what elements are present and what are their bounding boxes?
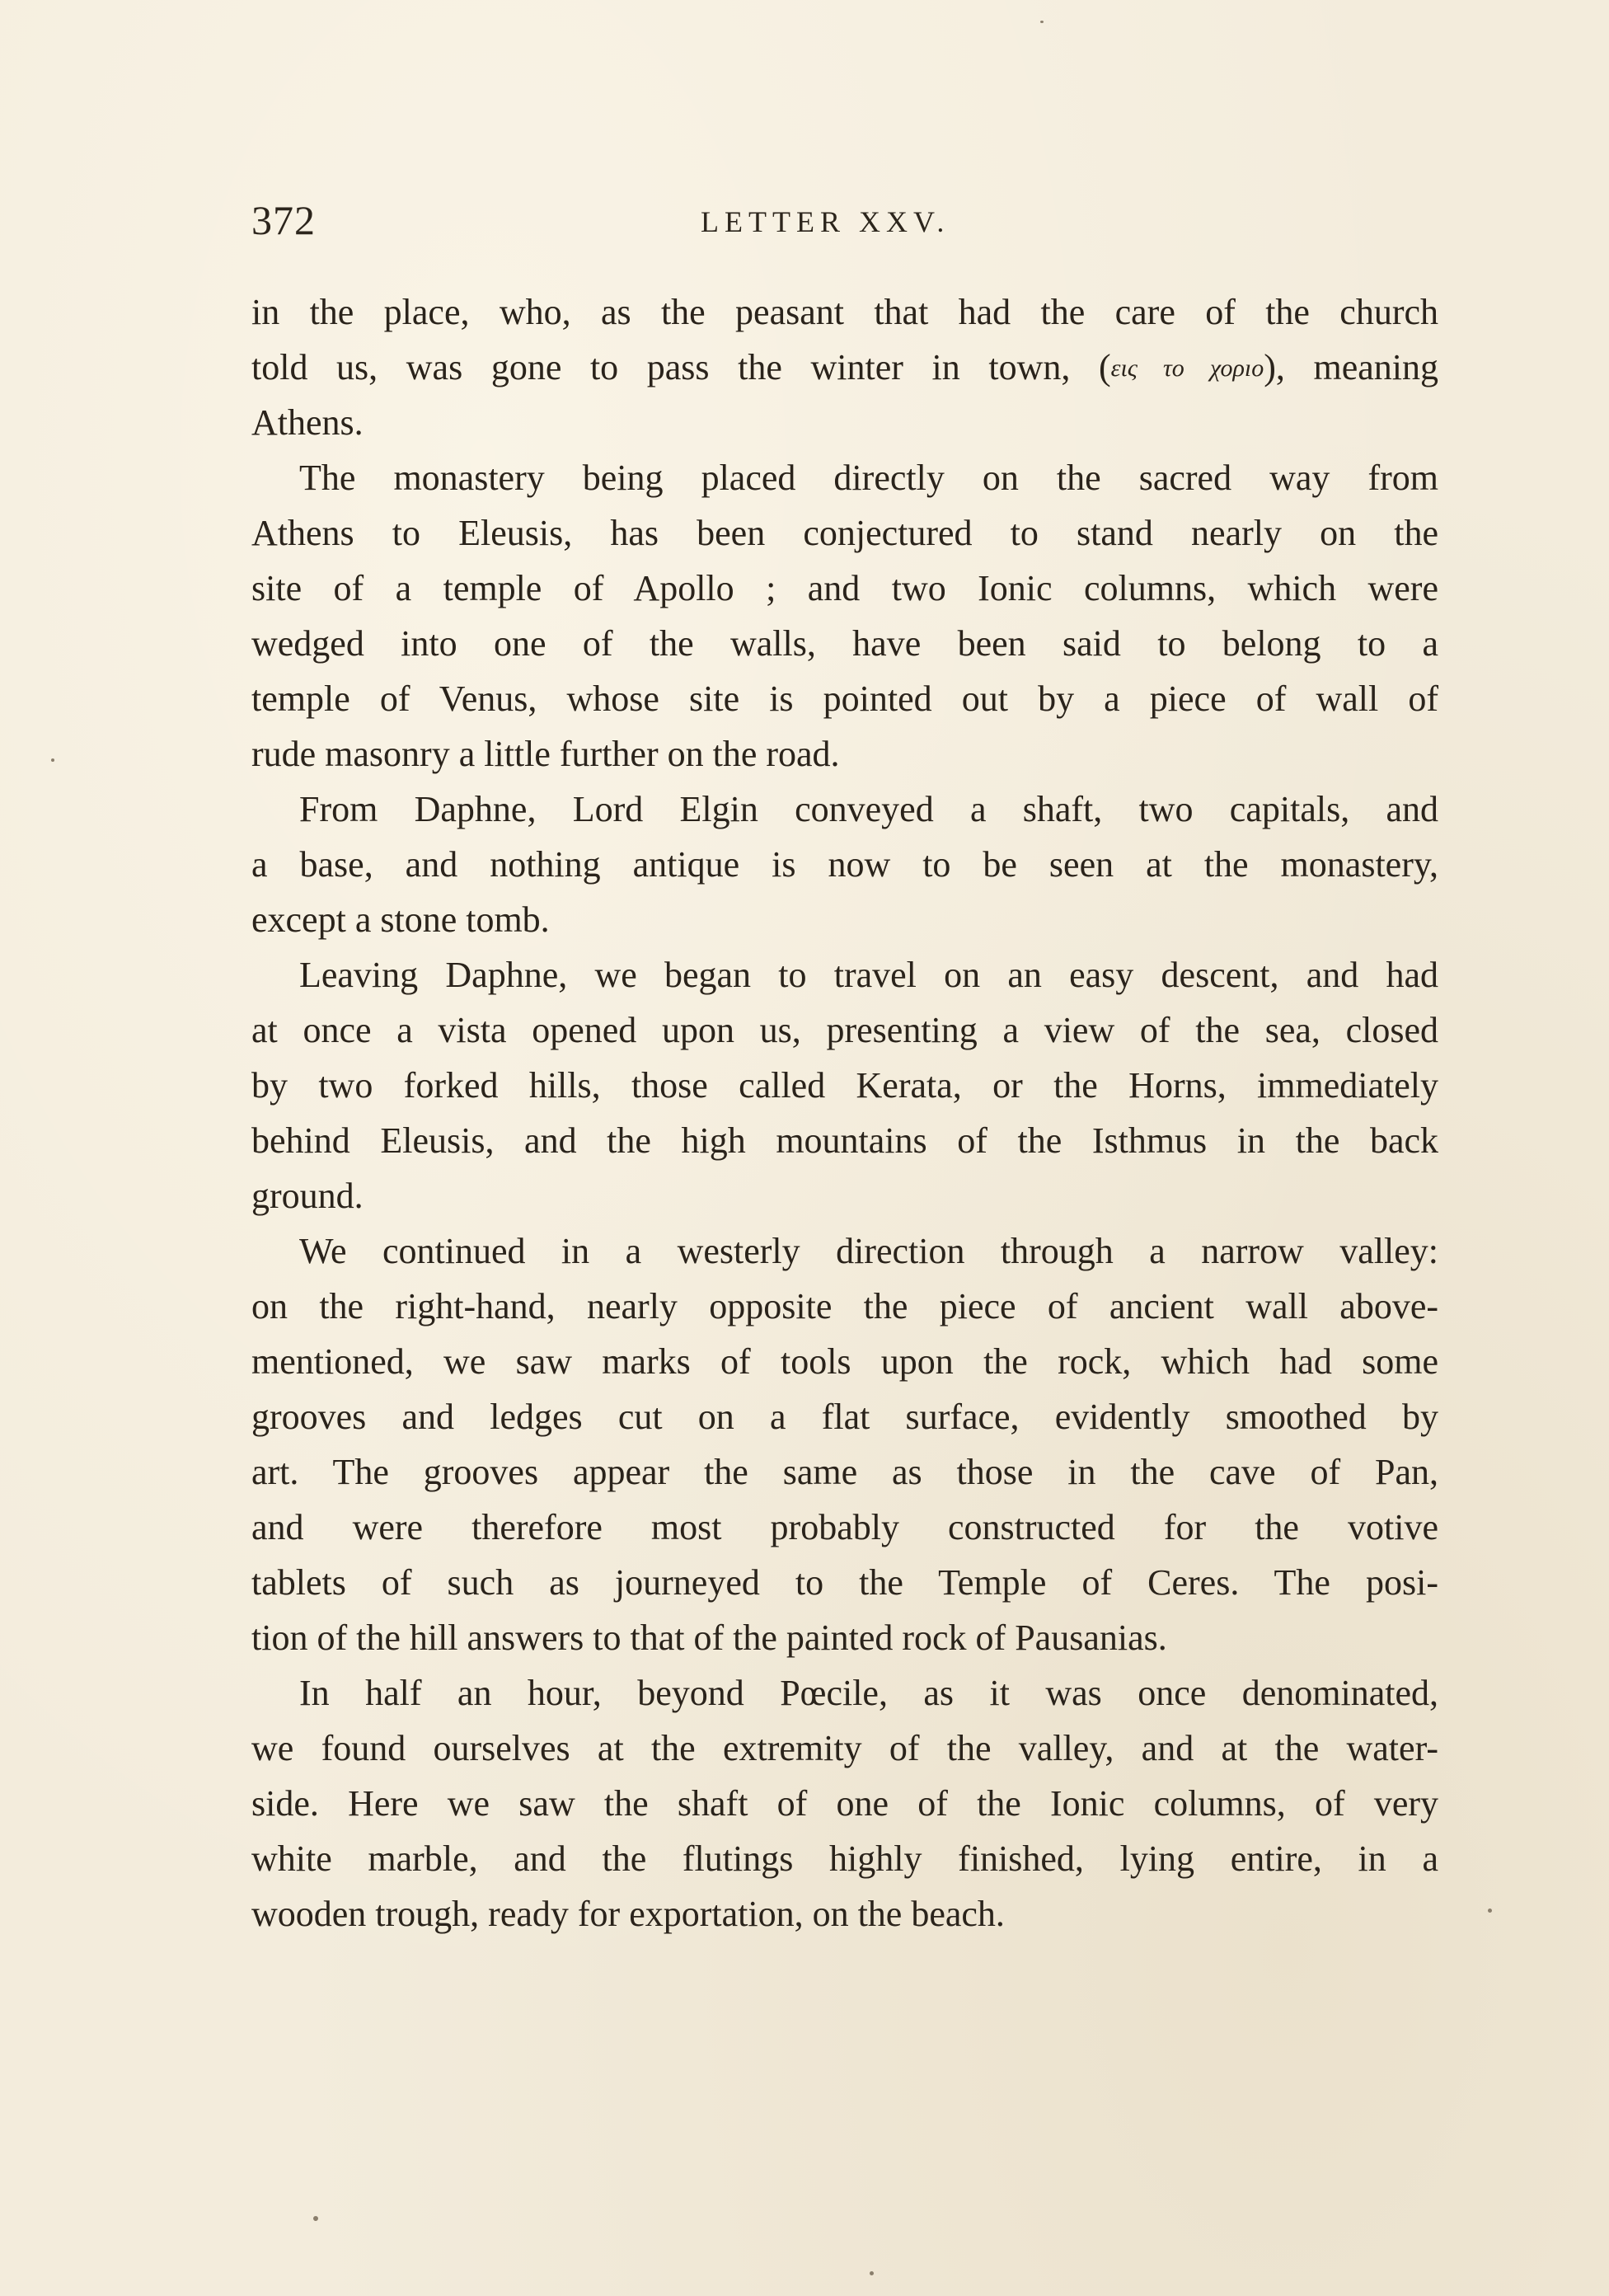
text-line: mentioned, we saw marks of tools upon the rock, which had some <box>251 1341 1438 1382</box>
paragraph <box>251 1223 1438 1665</box>
text-line: Athens. <box>251 402 364 443</box>
text-segment: ), meaning <box>1264 347 1438 387</box>
greek-phrase: εις το χορıο <box>1110 354 1264 382</box>
paragraph <box>251 450 1438 782</box>
text-line: white marble, and the flutings highly finished, lying entire, in a <box>251 1838 1438 1879</box>
text-line: and were therefore most probably constructed for the votive <box>251 1507 1438 1547</box>
text-line: Leaving Daphne, we began to travel on an easy descent, and had <box>299 955 1438 995</box>
paper-speck <box>1040 21 1044 23</box>
paragraph <box>251 947 1438 1223</box>
text-line: a base, and nothing antique is now to be seen at the monastery, <box>251 844 1438 885</box>
text-line: except a stone tomb. <box>251 899 550 940</box>
body-text <box>251 284 1438 1942</box>
text-line: tion of the hill answers to that of the painted rock of Pausanias. <box>251 1618 1167 1658</box>
text-line: by two forked hills, those called Kerata, or the Horns, immediately <box>251 1065 1438 1106</box>
paper-speck <box>51 758 54 762</box>
text-line: Athens to Eleusis, has been conjectured to stand nearly on the <box>251 513 1438 553</box>
text-line: rude masonry a little further on the road. <box>251 734 840 774</box>
text-line: The monastery being placed directly on the sacred way from <box>299 458 1438 498</box>
text-line: in the place, who, as the peasant that had the care of the church <box>251 292 1438 332</box>
text-line: on the right-hand, nearly opposite the piece of ancient wall above- <box>251 1286 1438 1326</box>
paragraph <box>251 1665 1438 1942</box>
paragraph <box>251 782 1438 947</box>
paper-speck <box>1488 1909 1492 1913</box>
text-line: wooden trough, ready for exportation, on the beach. <box>251 1894 1005 1934</box>
text-line: In half an hour, beyond Pœcile, as it was once denominated, <box>299 1673 1438 1713</box>
text-line: We continued in a westerly direction through a narrow valley: <box>299 1231 1438 1271</box>
text-line <box>251 340 1438 395</box>
text-line: side. Here we saw the shaft of one of the Ionic columns, of very <box>251 1783 1438 1824</box>
text-line: at once a vista opened upon us, presenting a view of the sea, closed <box>251 1010 1438 1050</box>
running-title: LETTER XXV. <box>701 205 950 238</box>
text-line: wedged into one of the walls, have been said to belong to a <box>251 623 1438 664</box>
running-head <box>251 196 1438 246</box>
text-line: temple of Venus, whose site is pointed out by a piece of wall of <box>251 678 1438 719</box>
text-line: art. The grooves appear the same as those in the cave of Pan, <box>251 1452 1438 1492</box>
text-segment: told us, was gone to pass the winter in town, ( <box>251 347 1111 387</box>
paragraph <box>251 284 1438 450</box>
paper-speck <box>870 2271 874 2275</box>
paper-speck <box>313 2216 318 2221</box>
text-line: tablets of such as journeyed to the Temple of Ceres. The posi- <box>251 1562 1438 1603</box>
page-number: 372 <box>251 197 316 243</box>
text-line: From Daphne, Lord Elgin conveyed a shaft, two capitals, and <box>299 789 1438 829</box>
text-line: we found ourselves at the extremity of the valley, and at the water- <box>251 1728 1438 1768</box>
text-line: ground. <box>251 1176 364 1216</box>
text-line: behind Eleusis, and the high mountains of the Isthmus in the back <box>251 1120 1438 1161</box>
text-line: site of a temple of Apollo ; and two Ionic columns, which were <box>251 568 1438 608</box>
text-line: grooves and ledges cut on a flat surface, evidently smoothed by <box>251 1397 1438 1437</box>
